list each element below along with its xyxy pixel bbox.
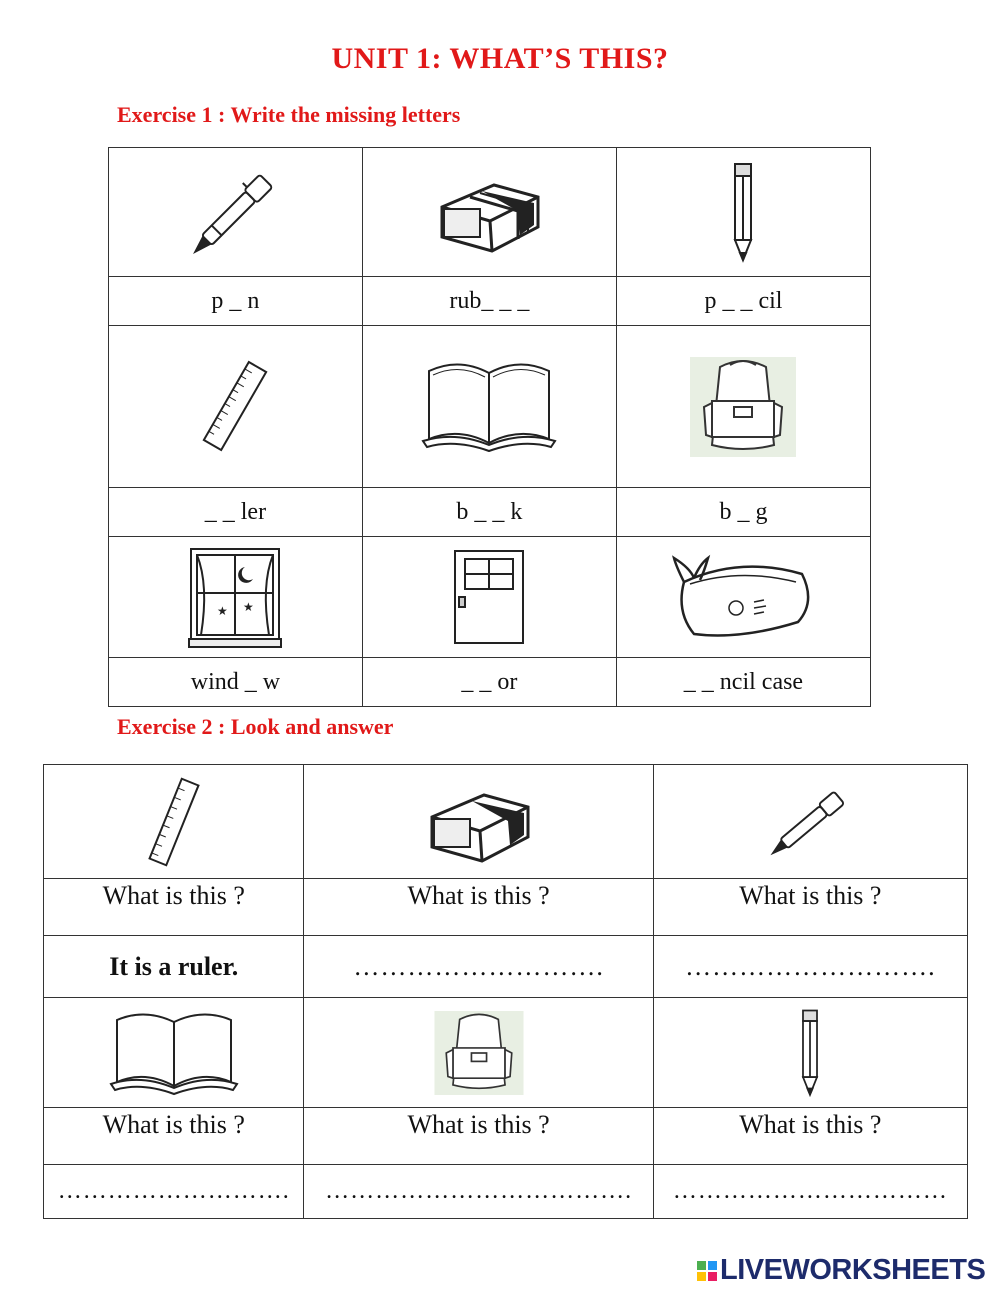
ruler-icon [195,359,275,454]
liveworksheets-logo [697,1254,985,1287]
missing-letters-word[interactable]: _ _ ncil case [616,658,870,707]
question-text: What is this ? [44,879,304,936]
picture-cell [616,148,870,277]
picture-cell [109,537,363,658]
picture-cell [44,998,304,1108]
question-text: What is this ? [44,1108,304,1165]
answer-field[interactable]: ………………………. [653,936,967,998]
page-title: UNIT 1: WHAT’S THIS? [331,42,669,75]
missing-letters-word[interactable]: _ _ or [362,658,616,707]
question-text: What is this ? [304,1108,653,1165]
missing-letters-word[interactable]: _ _ ler [109,488,363,537]
answer-field[interactable]: ………………………. [304,936,653,998]
book-icon [107,1008,241,1098]
logo-mark-icon [697,1261,717,1281]
missing-letters-word[interactable]: p _ _ cil [616,277,870,326]
backpack-icon [433,1011,525,1095]
answer-field[interactable]: …………………………… [653,1165,967,1219]
logo-square [708,1261,717,1270]
eraser-icon [434,167,544,257]
missing-letters-word[interactable]: b _ _ k [362,488,616,537]
svg-text:★: ★ [243,600,255,614]
picture-cell [109,148,363,277]
question-text: What is this ? [304,879,653,936]
fountain-pen-icon [760,777,860,867]
picture-cell [653,765,967,879]
ruler-icon [139,777,209,867]
svg-text:★: ★ [217,604,229,618]
missing-letters-word[interactable]: rub_ _ _ [362,277,616,326]
picture-cell [304,765,653,879]
exercise-2-table [43,764,968,1219]
logo-square [697,1261,706,1270]
exercise-2-heading: Exercise 2 : Look and answer [117,714,394,739]
window-icon [187,545,283,649]
missing-letters-word[interactable]: p _ n [109,277,363,326]
logo-text: LIVEWORKSHEETS [720,1254,986,1286]
picture-cell [362,326,616,488]
pencil-case-icon [670,552,816,642]
pencil-icon [723,160,763,265]
backpack-icon [690,357,796,457]
book-icon [419,357,559,457]
question-text: What is this ? [653,1108,967,1165]
fountain-pen-icon [175,157,295,267]
logo-square [697,1272,706,1281]
pencil-icon [792,1007,828,1099]
question-text: What is this ? [653,879,967,936]
exercise-1-table [108,147,871,707]
answer-example: It is a ruler. [44,936,304,998]
picture-cell [616,537,870,658]
picture-cell [362,537,616,658]
eraser-icon [424,777,534,867]
answer-field[interactable]: ………………………. [44,1165,304,1219]
picture-cell [109,326,363,488]
picture-cell [362,148,616,277]
answer-field[interactable]: ………………………………. [304,1165,653,1219]
picture-cell [44,765,304,879]
picture-cell [653,998,967,1108]
missing-letters-word[interactable]: wind _ w [109,658,363,707]
picture-cell [616,326,870,488]
missing-letters-word[interactable]: b _ g [616,488,870,537]
picture-cell [304,998,653,1108]
logo-square [708,1272,717,1281]
door-icon [451,549,527,645]
exercise-1-heading: Exercise 1 : Write the missing letters [117,102,461,127]
